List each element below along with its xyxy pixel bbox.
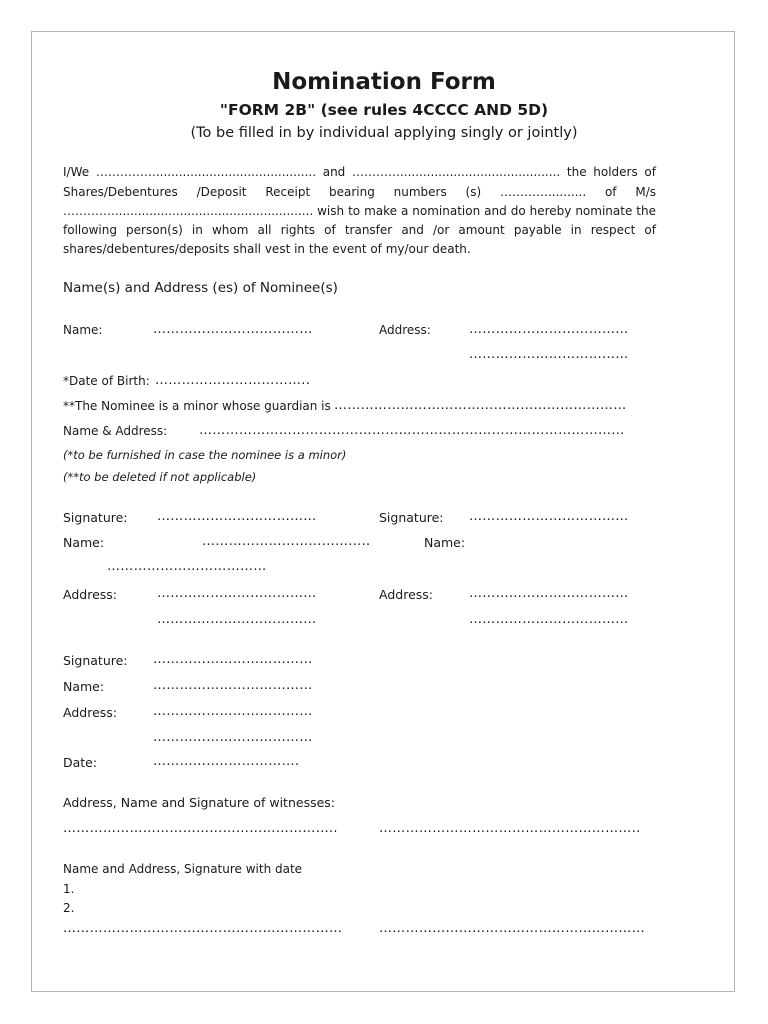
note-deletion: (**to be deleted if not applicable): [63, 470, 257, 484]
holder2-name-label: Name:: [424, 535, 466, 550]
intro-line-3: …………..................................................... wish to make a nomination and do hereby nominate the: [63, 204, 656, 218]
holder1-signature-field[interactable]: ………………………………: [157, 509, 317, 524]
form-instruction: (To be filled in by individual applying singly or jointly): [190, 125, 578, 141]
holder3-signature-field[interactable]: ………………………………: [153, 652, 313, 667]
holder3-name-field[interactable]: ………………………………: [153, 678, 313, 693]
holder3-address-field-2[interactable]: ………………………………: [153, 730, 313, 745]
holder2-signature-field[interactable]: ………………………………: [469, 509, 629, 524]
holder1-name-field[interactable]: ………………………………..: [202, 534, 371, 549]
nominee-address-field-2[interactable]: ………………………………: [469, 347, 629, 362]
holder2-name-field[interactable]: ………………………………: [107, 559, 267, 574]
form-subtitle: "FORM 2B" (see rules 4CCCC AND 5D): [219, 101, 549, 119]
minor-guardian-label: **The Nominee is a minor whose guardian is: [63, 399, 331, 413]
signature-date-heading: Name and Address, Signature with date: [63, 862, 303, 876]
holder1-address-field-2[interactable]: ………………………………: [157, 612, 317, 627]
nominee-heading: Name(s) and Address (es) of Nominee(s): [63, 280, 338, 296]
holder2-address-field-1[interactable]: ………………………………: [469, 586, 629, 601]
holder3-address-label: Address:: [63, 705, 117, 720]
witness-line-left[interactable]: ……………………………………………………..: [63, 821, 338, 836]
witnesses-heading: Address, Name and Signature of witnesses:: [63, 795, 336, 810]
footer-line-left[interactable]: ………………………………………………………: [63, 921, 343, 936]
holder3-signature-label: Signature:: [63, 653, 128, 668]
list-item-2: 2.: [63, 901, 75, 915]
witness-line-right[interactable]: …………………………………………………..: [379, 821, 641, 836]
holder1-signature-label: Signature:: [63, 510, 128, 525]
date-field[interactable]: ……………..…………….: [153, 754, 300, 769]
form-page: [31, 31, 735, 992]
holder3-address-field-1[interactable]: ………………………………: [153, 704, 313, 719]
holder1-address-label: Address:: [63, 587, 117, 602]
intro-line-2: Shares/Debentures /Deposit Receipt bearing numbers (s) ………….......... of M/s: [63, 185, 656, 199]
nominee-name-field[interactable]: ………………………………: [153, 322, 313, 337]
holder2-address-label: Address:: [379, 587, 433, 602]
nominee-name-label: Name:: [63, 323, 103, 337]
holder1-name-label: Name:: [63, 535, 105, 550]
intro-line-1: I/We …………….......................................... and ………….......................................... the holders of: [63, 165, 656, 179]
nominee-address-field-1[interactable]: ………………………………: [469, 322, 629, 337]
form-title: Nomination Form: [272, 69, 496, 95]
date-label: Date:: [63, 755, 98, 770]
intro-line-5: shares/debentures/deposits shall vest in the event of my/our death.: [63, 242, 471, 256]
guardian-name-address-label: Name & Address:: [63, 424, 168, 438]
holder3-name-label: Name:: [63, 679, 105, 694]
guardian-name-address-field[interactable]: ……………………………………………………………………………………: [199, 423, 625, 438]
minor-guardian-field[interactable]: …………………………………………………………: [334, 398, 627, 413]
holder1-address-field-1[interactable]: ………………………………: [157, 586, 317, 601]
note-minor: (*to be furnished in case the nominee is a minor): [63, 448, 347, 462]
list-item-1: 1.: [63, 882, 75, 896]
footer-line-right[interactable]: ……………………………………………………: [379, 921, 645, 936]
dob-field[interactable]: ……………………………..: [155, 373, 311, 388]
intro-line-4: following person(s) in whom all rights of transfer and /or amount payable in respect of: [63, 223, 656, 237]
holder2-address-field-2[interactable]: ………………………………: [469, 612, 629, 627]
nominee-address-label: Address:: [379, 323, 431, 337]
holder2-signature-label: Signature:: [379, 510, 444, 525]
dob-label: *Date of Birth:: [63, 374, 150, 388]
